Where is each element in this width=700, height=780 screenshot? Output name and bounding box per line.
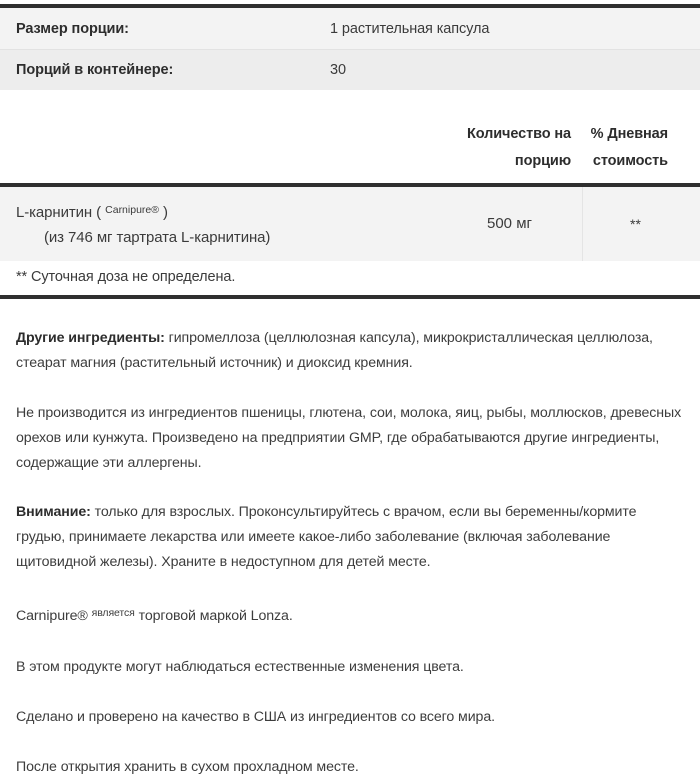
serving-info-block — [0, 4, 700, 90]
carnipure-trademark: Carnipure® — [105, 204, 159, 216]
nutrient-daily-value-cell: ** — [630, 215, 641, 232]
trademark-suffix: торговой маркой Lonza. — [134, 607, 293, 624]
nutrition-facts-table — [0, 121, 700, 299]
dv-header-line1: % Дневная — [590, 126, 668, 142]
nutrient-name-secondary: (из 746 мг тартрата L-карнитина) — [44, 228, 271, 246]
supplement-facts-panel — [0, 4, 700, 780]
nutrient-name-prefix: L-карнитин ( — [16, 203, 106, 221]
serving-size-row — [0, 8, 700, 49]
product-info-text — [0, 326, 700, 780]
dv-header-line2: стоимость — [592, 153, 668, 169]
serving-size-label: Размер порции: — [16, 20, 129, 37]
warning-label: Внимание: — [16, 503, 91, 520]
nutrient-name-cell — [0, 187, 437, 261]
trademark-paragraph — [16, 601, 686, 629]
nutrient-name-primary — [16, 198, 437, 225]
trademark-prefix: Carnipure® — [16, 607, 92, 624]
servings-per-container-row — [0, 49, 700, 90]
trademark-superscript: является — [91, 606, 135, 619]
daily-value-footnote: ** Суточная доза не определена. — [0, 261, 700, 299]
other-ingredients-text: гипромеллоза (целлюлозная капсула), микрокристаллическая целлюлоза, стеарат магния (растительный источник) и диоксид кремния. — [16, 329, 653, 371]
origin-paragraph: Сделано и проверено на качество в США из ингредиентов со всего мира. — [16, 708, 495, 725]
allergen-paragraph: Не производится из ингредиентов пшеницы, глютена, сои, молока, яиц, рыбы, моллюсков, древесных орехов или кунжута. Произведено на предприятии GMP, где обрабатываются другие ингредиенты, содержащие эти аллергены. — [16, 404, 682, 471]
color-variation-paragraph: В этом продукте могут наблюдаться естественные изменения цвета. — [16, 658, 464, 675]
warning-paragraph — [16, 500, 686, 575]
warning-text: только для взрослых. Проконсультируйтесь с врачом, если вы беременны/кормите грудью, принимаете лекарства или имеете какое-либо заболевание (включая заболевание щитовидной железы). Храните в недоступном для детей месте. — [16, 503, 637, 570]
storage-paragraph: После открытия хранить в сухом прохладном месте. — [16, 758, 359, 775]
serving-size-value: 1 растительная капсула — [330, 20, 490, 37]
other-ingredients-paragraph — [16, 326, 686, 376]
column-header-daily-value — [583, 121, 700, 175]
amount-header-line2: порцию — [514, 153, 571, 169]
facts-table-header — [0, 121, 700, 187]
servings-per-container-value: 30 — [330, 62, 346, 78]
amount-header-line1: Количество на — [466, 126, 571, 142]
servings-per-container-label: Порций в контейнере: — [16, 62, 174, 78]
nutrient-amount-cell: 500 мг — [437, 187, 583, 261]
column-header-amount-per-serving — [437, 121, 583, 175]
nutrient-name-suffix: ) — [158, 203, 168, 221]
table-row — [0, 187, 700, 261]
other-ingredients-label: Другие ингредиенты: — [16, 329, 165, 346]
